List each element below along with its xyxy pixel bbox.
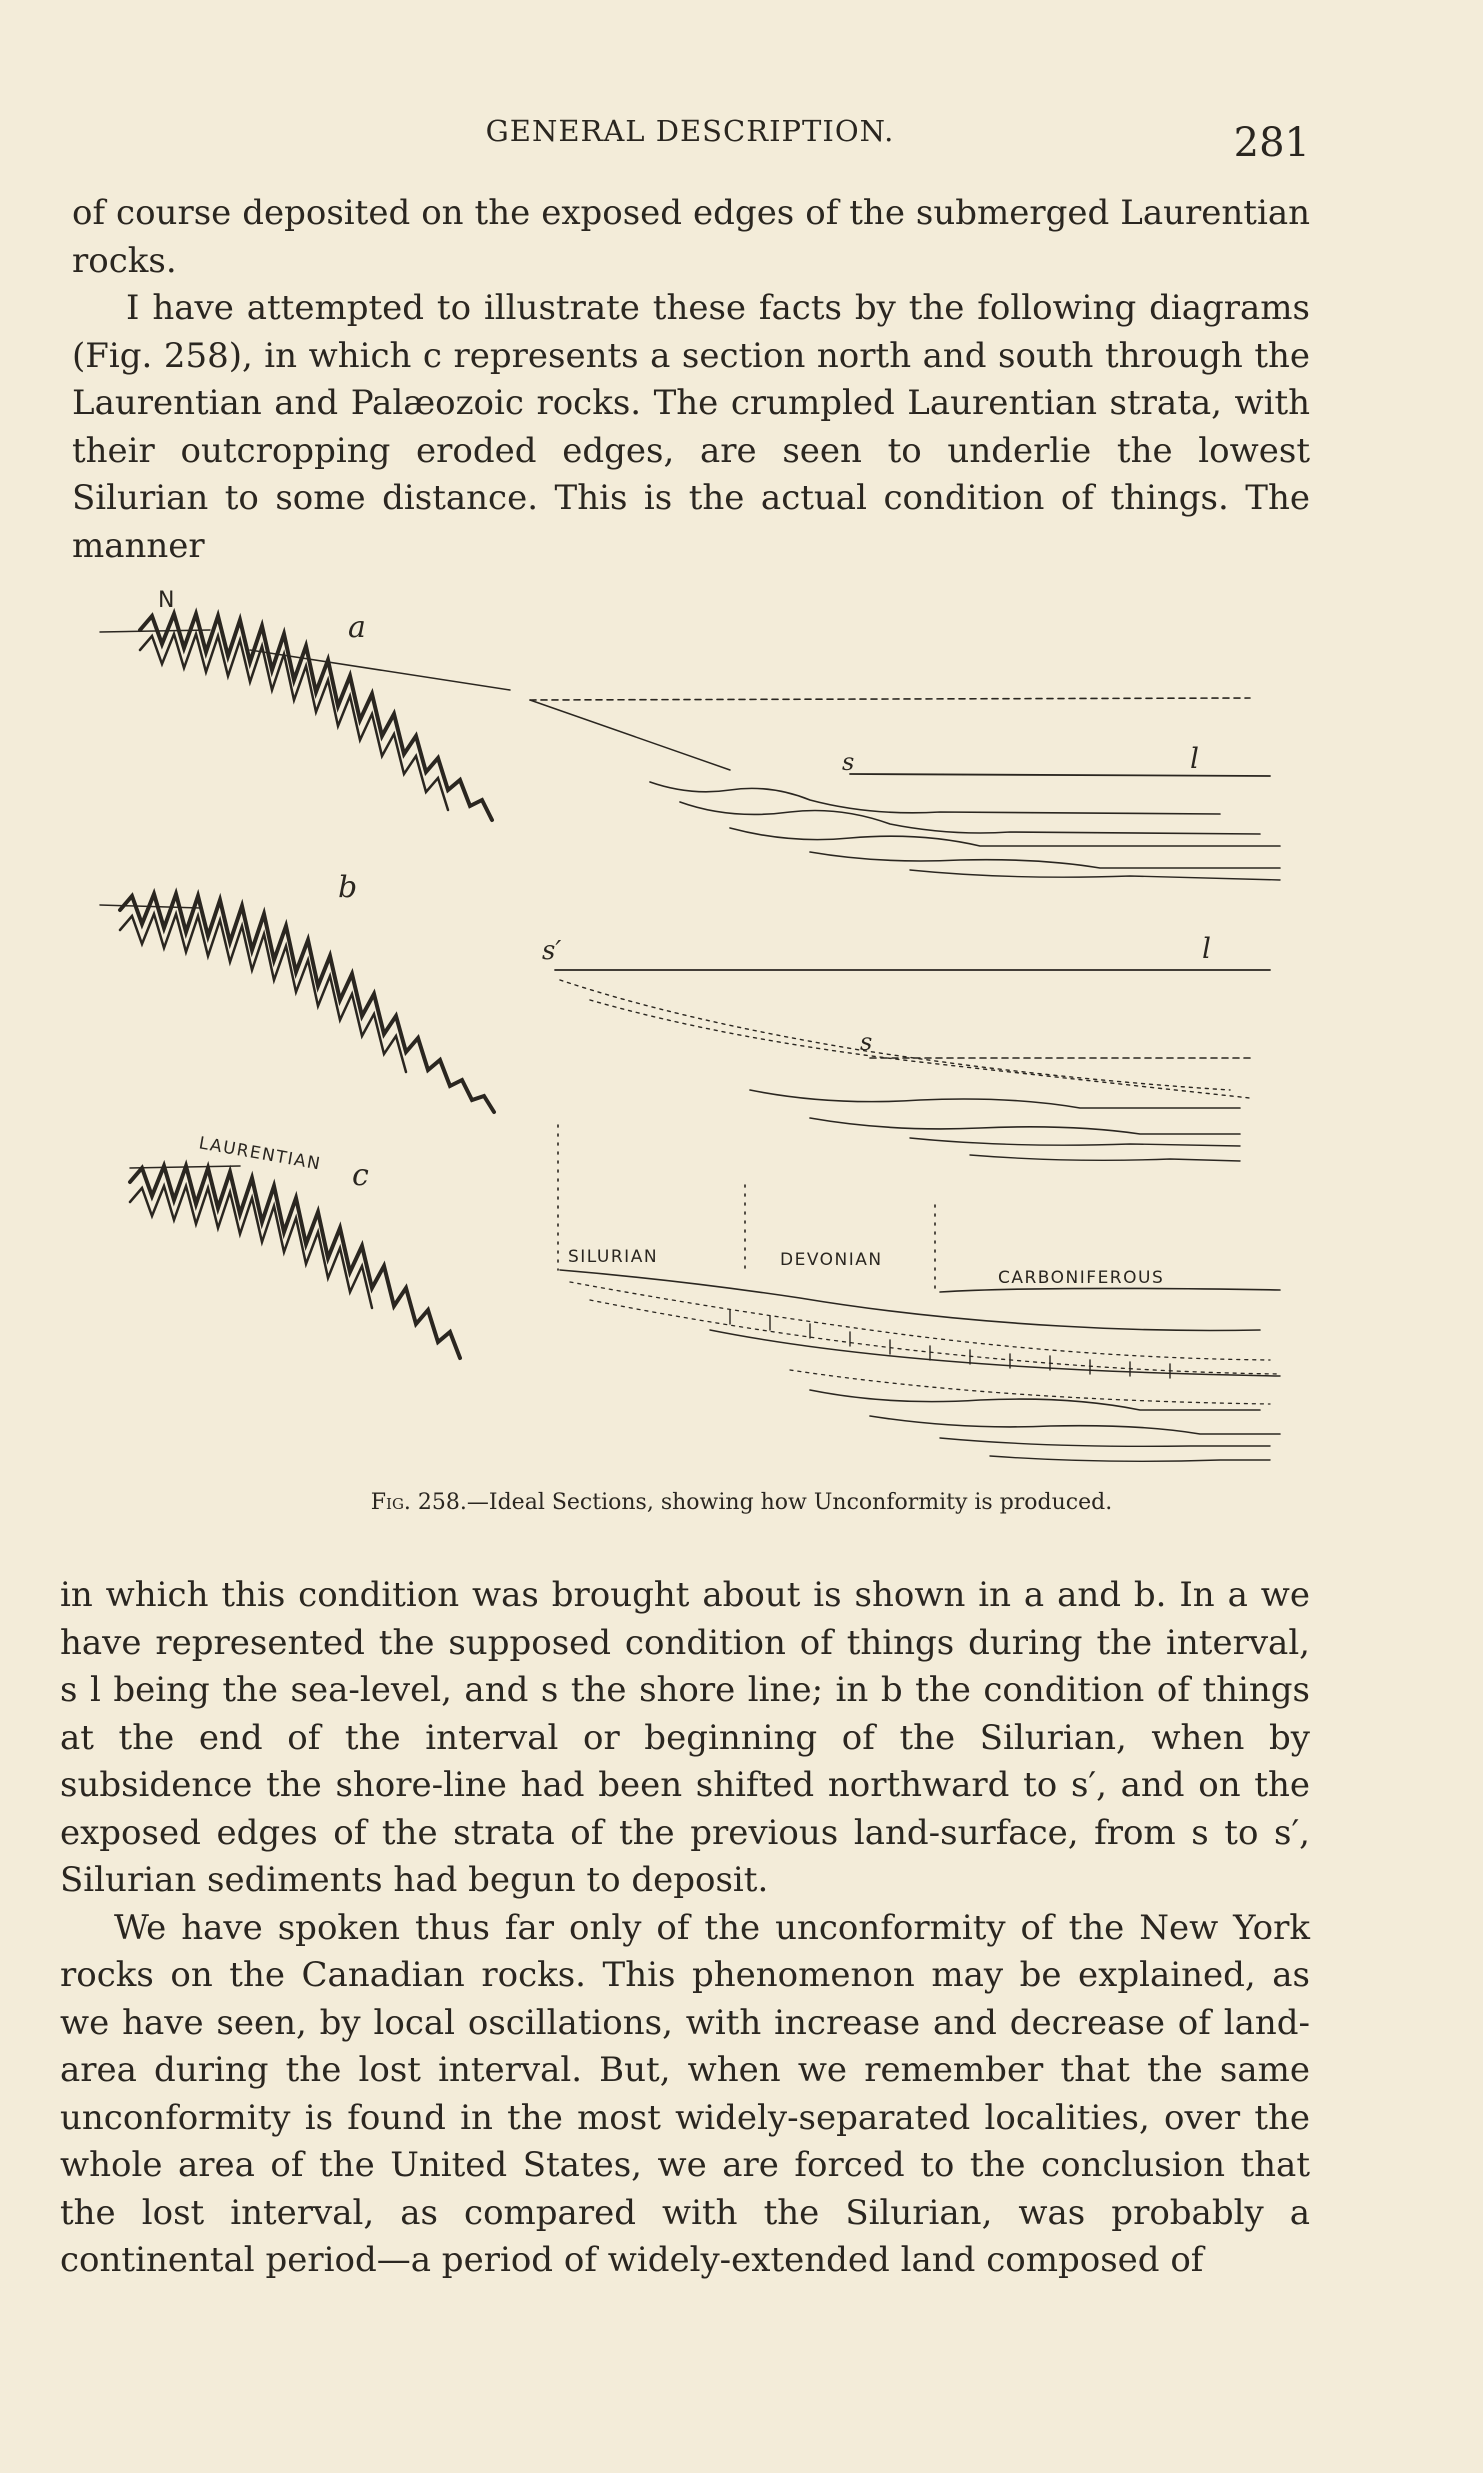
figure-258 [90, 570, 1290, 1510]
figure-caption-text: —Ideal Sections, showing how Unconformity is produced. [466, 1490, 1113, 1515]
laurentian-label: LAURENTIAN [197, 1133, 323, 1175]
figure-caption [0, 1490, 1483, 1515]
diagram-a-sea-level-label: l [1190, 742, 1199, 775]
page-header [60, 108, 1320, 168]
text-block-bottom [60, 1572, 1310, 2285]
paragraph: I have attempted to illustrate these facts by the following diagrams (Fig. 258), in which c represents a section north and south through the Laurentian and Palæozoic rocks. The crumpled Laurentian strata, with their outcropping eroded edges, are seen to underlie the lowest Silurian to some distance. This is the actual condition of things. The manner [72, 288, 1310, 566]
diagram-b-sea-level-label: l [1202, 932, 1211, 965]
figure-number: Fig. 258. [370, 1490, 467, 1515]
north-label: N [158, 588, 176, 613]
diagram-b-shore-prime-label: s′ [542, 936, 562, 966]
diagram-b-strata [100, 894, 1270, 1161]
page-number: 281 [1233, 120, 1310, 166]
carboniferous-label: CARBONIFEROUS [998, 1268, 1165, 1288]
diagram-a-shore-label: s [842, 748, 855, 776]
running-head: GENERAL DESCRIPTION. [485, 114, 895, 148]
diagram-c-label: c [352, 1158, 369, 1193]
devonian-label: DEVONIAN [780, 1250, 883, 1270]
diagram-a-label: a [348, 610, 366, 645]
paragraph: of course deposited on the exposed edges of the submerged Laurentian rocks. [72, 193, 1310, 281]
silurian-label: SILURIAN [568, 1247, 659, 1267]
diagram-a-strata [100, 614, 1280, 880]
geological-sections-drawing [90, 570, 1290, 1510]
text-block-top [72, 190, 1310, 570]
paragraph: in which this condition was brought about is shown in a and b. In a we have represented the supposed condition of things during the interval, s l being the sea-level, and s the shore line; in b the condition of things at the end of the interval or beginning of the Silurian, when by subsidence the shore-line had been shifted northward to s′, and on the exposed edges of the strata of the previous land-surface, from s to s′, Silurian sediments had begun to deposit. [60, 1575, 1310, 1900]
diagram-c-strata [130, 1125, 1280, 1461]
diagram-b-shore-label: s [860, 1028, 873, 1056]
paragraph: We have spoken thus far only of the unconformity of the New York rocks on the Canadian rocks. This phenomenon may be explained, as we have seen, by local oscillations, with increase and decrease of land-area during the lost interval. But, when we remember that the same unconformity is found in the most widely-separated localities, over the whole area of the United States, we are forced to the conclusion that the lost interval, as compared with the Silurian, was probably a continental period—a period of widely-extended land composed of [60, 1907, 1310, 2280]
diagram-b-label: b [338, 870, 358, 905]
